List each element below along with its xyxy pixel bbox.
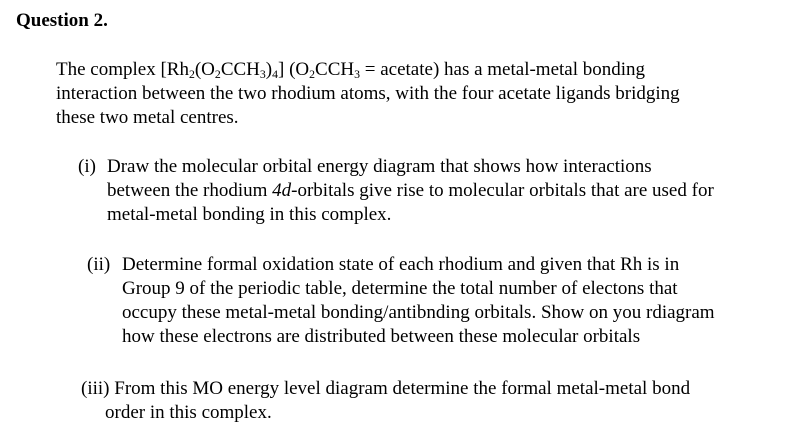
part-i-line-3: metal-metal bonding in this complex. [107,204,392,225]
intro-line-2: interaction between the two rhodium atoms, with the four acetate ligands bridging [56,83,680,104]
part-ii-line-2: Group 9 of the periodic table, determine the total number of electons that [122,278,678,299]
question-heading: Question 2. [16,10,108,31]
intro-line-3: these two metal centres. [56,107,239,128]
intro-line-1: The complex $[Rh_2(O_2CCH_3)_4] (O_2CCH_3$ = acetate) has a metal-metal bonding [56,59,646,81]
part-iii-line-2: order in this complex. [105,402,272,423]
part-ii-line-1: Determine formal oxidation state of each rhodium and given that Rh is in [122,254,680,275]
part-i [78,155,798,227]
part-iii-text [81,377,801,425]
part-iii [81,377,801,425]
part-i-line-1: Draw the molecular orbital energy diagram that shows how interactions [107,156,652,177]
part-i-text [78,155,798,227]
part-ii-text [87,253,797,349]
part-i-line-2: between the rhodium 4d-orbitals give rise to molecular orbitals that are used for [107,180,714,201]
part-ii [87,253,797,349]
part-iii-line-1: (iii) From this MO energy level diagram determine the formal metal-metal bond [81,378,691,399]
part-ii-line-4: how these electrons are distributed between these molecular orbitals [122,326,641,347]
part-i-label: (i) [78,156,96,177]
question-intro [56,58,796,130]
part-ii-label: (ii) [87,254,111,275]
part-iii-label: (iii) [81,378,110,399]
part-ii-line-3: occupy these metal-metal bonding/antibnding orbitals. Show on you rdiagram [122,302,715,323]
